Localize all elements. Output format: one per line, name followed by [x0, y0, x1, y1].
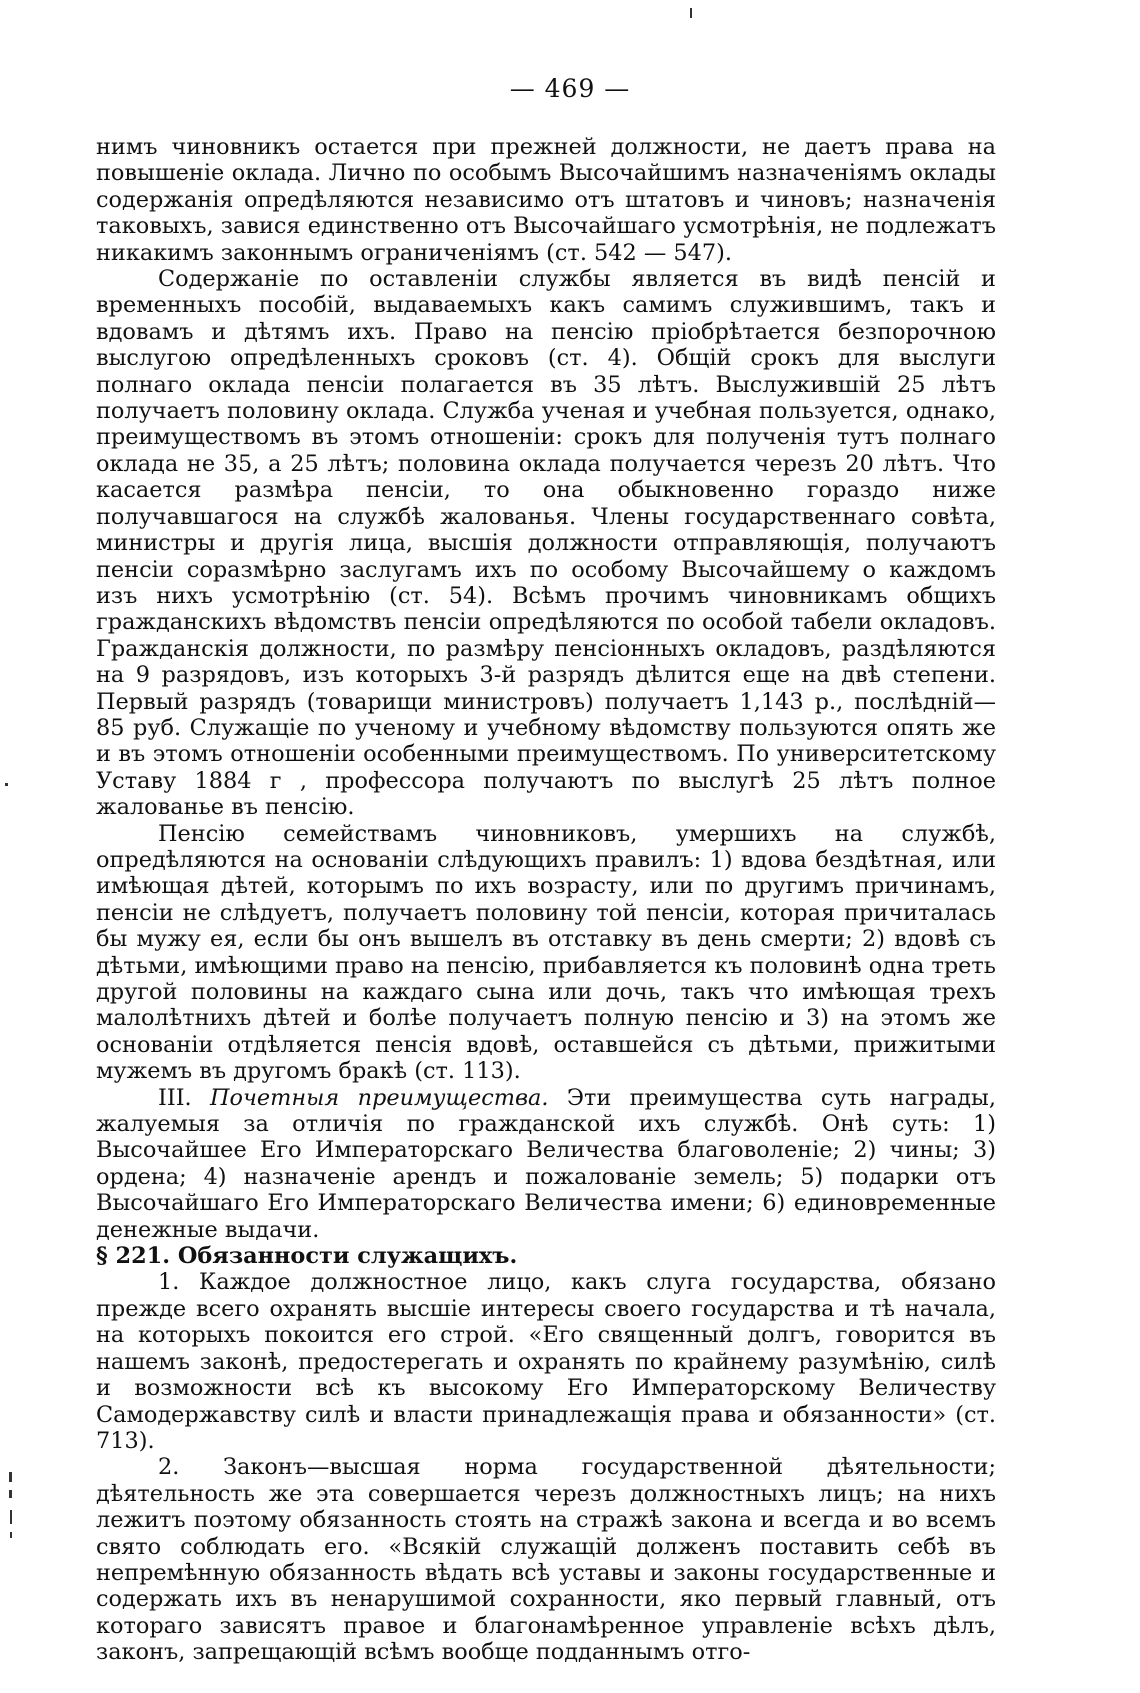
- paragraph-pensions: Содержаніе по оставленіи службы является въ видѣ пенсій и временныхъ пособій, выдаваемыхъ какъ самимъ служившимъ, такъ и вдовамъ и дѣтямъ ихъ. Право на пенсію пріобрѣтается безпорочною выслугою опредѣленныхъ сроковъ (ст. 4). Общій срокъ для выслуги полнаго оклада пенсіи полагается въ 35 лѣтъ. Выслужившій 25 лѣтъ получаетъ половину оклада. Служба ученая и учебная пользуется, однако, преимуществомъ въ этомъ отношеніи: срокъ для полученія тутъ полнаго оклада не 35, а 25 лѣтъ; половина оклада получается черезъ 20 лѣтъ. Что касается размѣра пенсіи, то она обыкновенно гораздо ниже получавшагося на службѣ жалованья. Члены государственнаго совѣта, министры и другія лица, высшія должности отправляющія, получаютъ пенсіи соразмѣрно заслугамъ ихъ по особому Высочайшему о каждомъ изъ нихъ усмотрѣнію (ст. 54). Всѣмъ прочимъ чиновникамъ общихъ гражданскихъ вѣдомствъ пенсіи опредѣляются по особой табели окладовъ. Гражданскія должности, по размѣру пенсіонныхъ окладовъ, раздѣляются на 9 разрядовъ, изъ которыхъ 3-й разрядъ дѣлится еще на двѣ степени. Первый разрядъ (товарищи министровъ) получаетъ 1,143 р., послѣдній—85 руб. Служащіе по ученому и учебному вѣдомству пользуются опять же и въ этомъ отношеніи особенными преимуществомъ. По университетскому Уставу 1884 г , профессора получаютъ по выслугѣ 25 лѣтъ полное жалованье въ пенсію.: [96, 266, 996, 821]
- scan-artifact: [9, 1490, 12, 1498]
- scan-artifact: [5, 783, 8, 786]
- scan-artifact: [9, 1472, 12, 1482]
- section-heading-duties: § 221. Обязанности служащихъ.: [96, 1243, 518, 1270]
- paragraph-honorary-privileges: [96, 1085, 996, 1243]
- paragraph-duty-two: 2. Законъ—высшая норма государственной дѣятельности; дѣятельность же эта совершается черезъ должностныхъ лицъ; на нихъ лежитъ поэтому обязанность стоять на стражѣ закона и всегда и во всемъ свято соблюдать его. «Всякій служащій долженъ поставить себѣ въ непремѣнную обязанность вѣдать всѣ уставы и законы государственные и содержать ихъ въ ненарушимой сохранности, яко первый главный, отъ котораго зависятъ правое и благонамѣренное управленіе всѣхъ дѣлъ, законъ, запрещающій всѣмъ вообще подданнымъ отго-: [96, 1454, 996, 1666]
- scan-artifact: [10, 1510, 12, 1524]
- honorary-privileges-text: Эти преимущества суть награды, жалуемыя за отличія по гражданской ихъ службѣ. Онѣ суть: 1) Высочайшее Его Императорскаго Величества благоволеніе; 2) чины; 3) ордена; 4) назначеніе арендъ и пожалованіе земель; 5) подарки отъ Высочайшаго Его Императорскаго Величества имени; 6) единовременные денежные выдачи.: [96, 1084, 996, 1243]
- paragraph-salary-continuation: нимъ чиновникъ остается при прежней должности, не даетъ права на повышеніе оклада. Лично по особымъ Высочайшимъ назначеніямъ оклады содержанія опредѣляются независимо отъ штатовъ и чиновъ; назначенія таковыхъ, завися единственно отъ Высочайшаго усмотрѣнія, не подлежатъ никакимъ законнымъ ограниченіямъ (ст. 542 — 547).: [96, 134, 996, 266]
- scan-artifact: [690, 8, 692, 18]
- honorary-privileges-title: Почетныя преимущества.: [210, 1084, 549, 1111]
- body-text: [96, 134, 996, 1666]
- paragraph-duty-one: 1. Каждое должностное лицо, какъ слуга государства, обязано прежде всего охранять высшіе интересы своего государства и тѣ начала, на которыхъ покоится его строй. «Его священный долгъ, говорится въ нашемъ законѣ, предостерегать и охранять по крайнему разумѣнію, силѣ и возможности всѣ къ высокому Его Императорскому Величеству Самодержавству силѣ и власти принадлежащія права и обязанности» (ст. 713).: [96, 1269, 996, 1454]
- scan-artifact: [10, 1532, 12, 1538]
- page-number: — 469 —: [509, 74, 631, 103]
- section-number: III.: [158, 1084, 210, 1111]
- paragraph-family-pensions: Пенсію семействамъ чиновниковъ, умершихъ на службѣ, опредѣляются на основаніи слѣдующихъ правилъ: 1) вдова бездѣтная, или имѣющая дѣтей, которымъ по ихъ возрасту, или по другимъ причинамъ, пенсіи не слѣдуетъ, получаетъ половину той пенсіи, которая причиталась бы мужу ея, если бы онъ вышелъ въ отставку въ день смерти; 2) вдовѣ съ дѣтьми, имѣющими право на пенсію, прибавляется къ половинѣ одна треть другой половины на каждаго сына или дочь, такъ что имѣющая трехъ малолѣтнихъ дѣтей и болѣе получаетъ полную пенсію и 3) на этомъ же основаніи отдѣляется пенсія вдовѣ, оставшейся съ дѣтьми, прижитыми мужемъ въ другомъ бракѣ (ст. 113).: [96, 820, 996, 1085]
